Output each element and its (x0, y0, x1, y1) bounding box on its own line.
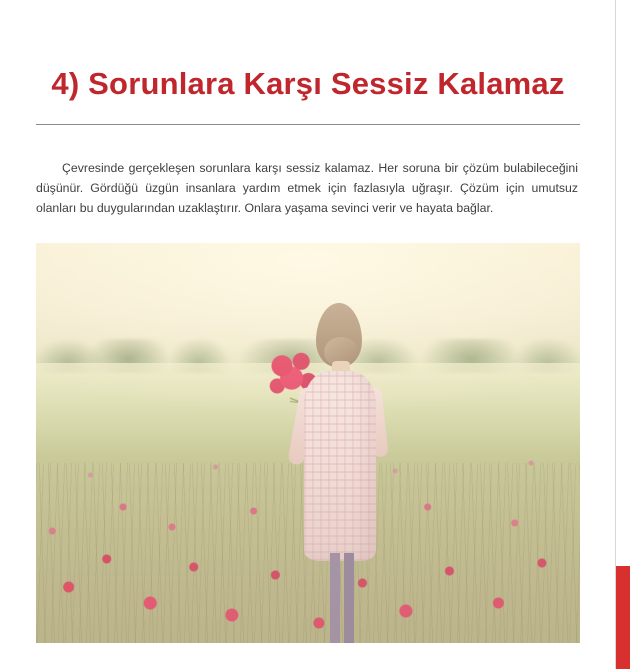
body-paragraph: Çevresinde gerçekleşen sorunlara karşı sessiz kalamaz. Her soruna bir çözüm bulabileceğini düşünür. Gördüğü üzgün insanlara yardım etmek için fazlasıyla uğraşır. Çözüm için umutsuz olanları bu duygularından uzaklaştırır. Onlara yaşama sevinci verir ve hayata bağlar. (36, 160, 578, 215)
girl-figure (280, 303, 410, 643)
gutter-accent-mark (616, 566, 630, 669)
page-gutter (615, 0, 630, 669)
legs (326, 553, 360, 643)
article-image (36, 243, 580, 643)
title-divider (36, 124, 580, 125)
dress (304, 371, 376, 561)
page-title: 4) Sorunlara Karşı Sessiz Kalamaz (51, 66, 565, 101)
